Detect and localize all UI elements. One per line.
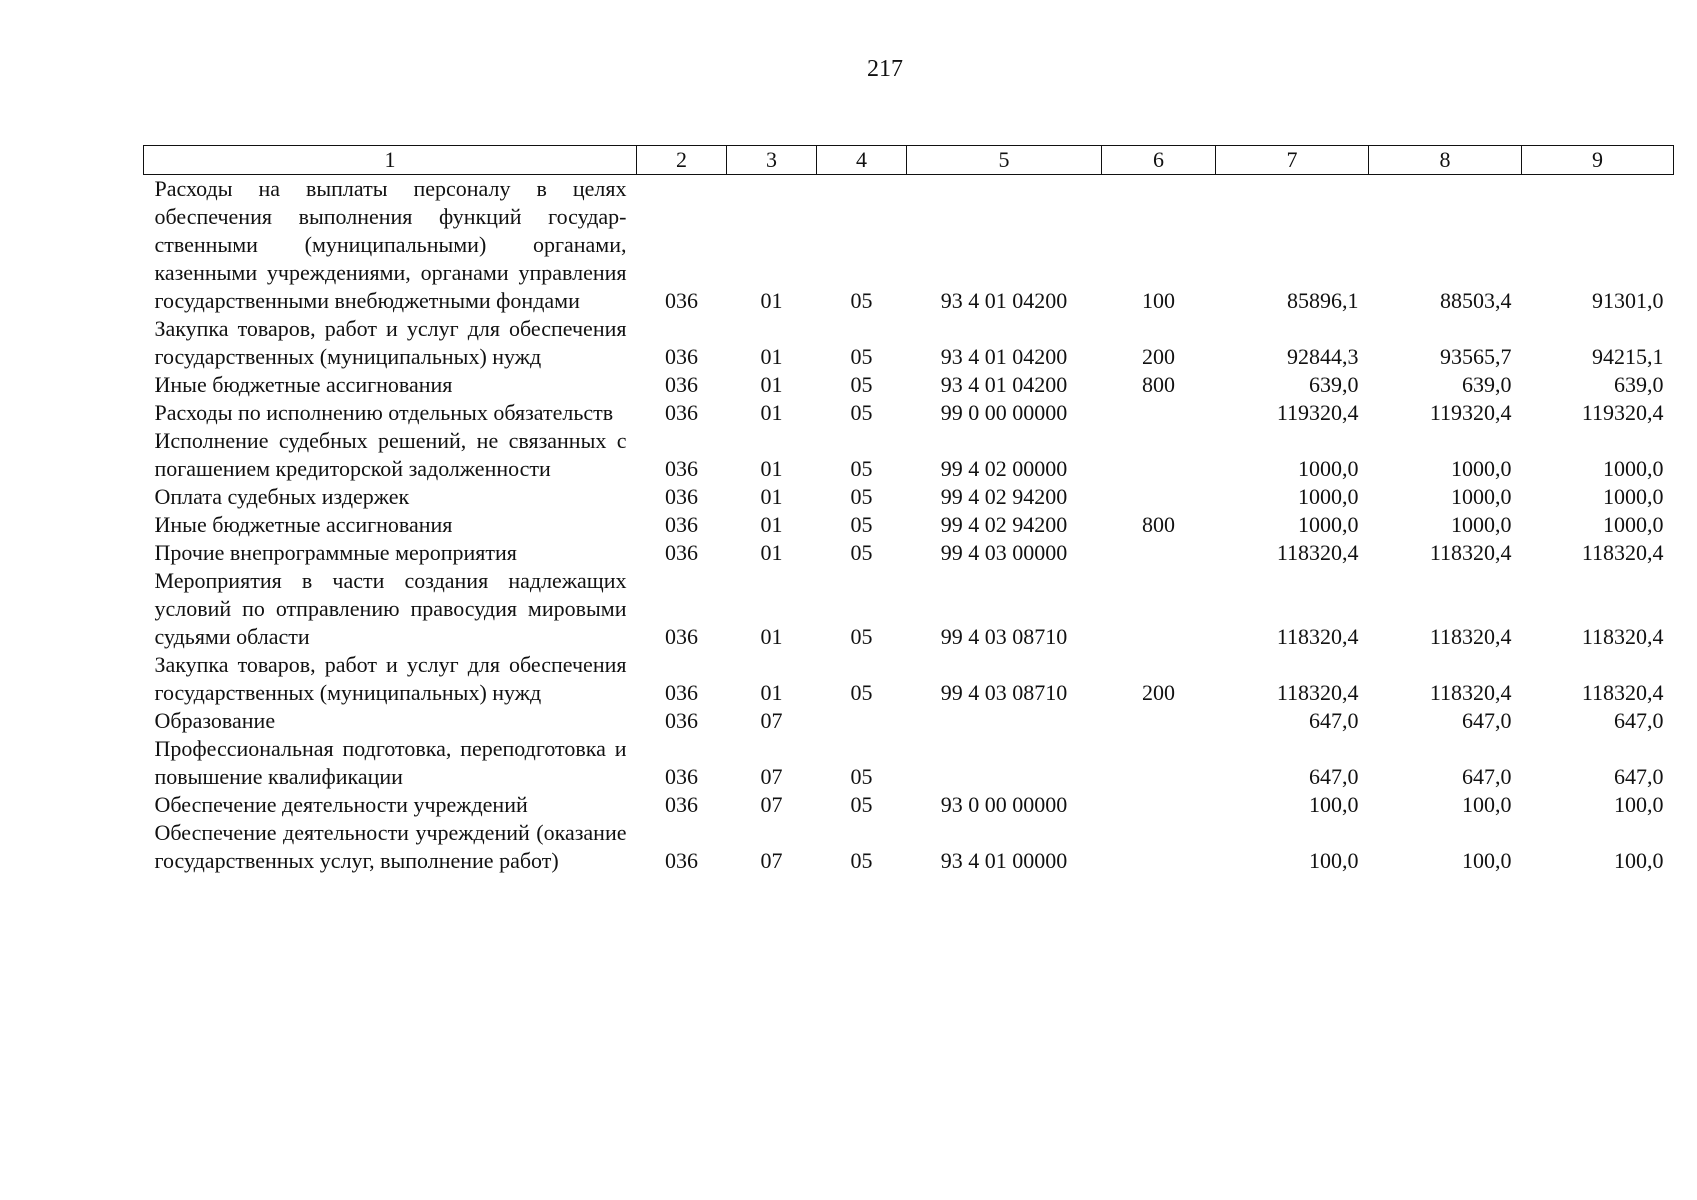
section-code: 01 xyxy=(760,288,783,313)
target-article: 93 4 01 00000 xyxy=(940,848,1068,873)
section-code: 01 xyxy=(760,624,783,649)
amount-year-1: 118320,4 xyxy=(1276,680,1359,705)
row-name: Иные бюджетные ассигнования xyxy=(154,512,453,537)
amount-year-2: 119320,4 xyxy=(1429,400,1512,425)
subsection-code: 05 xyxy=(850,484,873,509)
target-article: 99 4 03 08710 xyxy=(940,680,1068,705)
amount-year-3: 647,0 xyxy=(1614,708,1664,733)
amount-year-2: 118320,4 xyxy=(1429,540,1512,565)
section-code: 01 xyxy=(760,512,783,537)
header-row xyxy=(144,146,1674,175)
expense-type xyxy=(1102,399,1216,427)
budget-table xyxy=(143,145,1674,875)
amount-year-2: 639,0 xyxy=(1462,372,1512,397)
row-name: Мероприятия в части создания надлежащих условий по отправлению правосудия мировыми судьями области xyxy=(154,568,627,649)
table-row xyxy=(144,791,1674,819)
amount-year-3: 100,0 xyxy=(1614,848,1664,873)
expense-type xyxy=(1102,819,1216,875)
expense-type xyxy=(1102,791,1216,819)
admin-code: 036 xyxy=(665,288,698,313)
table-row xyxy=(144,483,1674,511)
subsection-code: 05 xyxy=(850,372,873,397)
column-header-6: 6 xyxy=(1102,146,1216,175)
section-code: 01 xyxy=(760,540,783,565)
amount-year-1: 1000,0 xyxy=(1298,456,1359,481)
amount-year-1: 92844,3 xyxy=(1287,344,1359,369)
amount-year-1: 85896,1 xyxy=(1287,288,1359,313)
amount-year-2: 647,0 xyxy=(1462,708,1512,733)
section-code: 07 xyxy=(760,764,783,789)
amount-year-2: 100,0 xyxy=(1462,848,1512,873)
amount-year-3: 1000,0 xyxy=(1603,512,1664,537)
page-number: 217 xyxy=(867,56,903,82)
table-row xyxy=(144,707,1674,735)
admin-code: 036 xyxy=(665,484,698,509)
admin-code: 036 xyxy=(665,680,698,705)
amount-year-3: 118320,4 xyxy=(1581,680,1664,705)
target-article: 99 4 02 94200 xyxy=(940,512,1068,537)
amount-year-3: 119320,4 xyxy=(1581,400,1664,425)
admin-code: 036 xyxy=(665,708,698,733)
table-row xyxy=(144,567,1674,651)
expense-type xyxy=(1102,707,1216,735)
table-row xyxy=(144,735,1674,791)
amount-year-3: 94215,1 xyxy=(1592,344,1664,369)
admin-code: 036 xyxy=(665,848,698,873)
column-header-4: 4 xyxy=(817,146,907,175)
amount-year-2: 118320,4 xyxy=(1429,624,1512,649)
amount-year-1: 118320,4 xyxy=(1276,624,1359,649)
amount-year-1: 647,0 xyxy=(1309,708,1359,733)
amount-year-3: 100,0 xyxy=(1614,792,1664,817)
row-name: Иные бюджетные ассигнования xyxy=(154,372,453,397)
table-row xyxy=(144,371,1674,399)
row-name: Исполнение судебных решений, не связанных с погашением кредиторской задолженности xyxy=(154,428,627,481)
expense-type xyxy=(1102,483,1216,511)
amount-year-1: 1000,0 xyxy=(1298,484,1359,509)
row-name: Закупка товаров, работ и услуг для обеспечения государственных (муниципальных) нужд xyxy=(154,316,627,369)
amount-year-1: 639,0 xyxy=(1309,372,1359,397)
expense-type xyxy=(1102,427,1216,483)
target-article xyxy=(907,707,1102,735)
table-row xyxy=(144,175,1674,316)
target-article: 99 4 02 94200 xyxy=(940,484,1068,509)
target-article: 99 4 03 08710 xyxy=(940,624,1068,649)
amount-year-1: 100,0 xyxy=(1309,792,1359,817)
expense-type: 100 xyxy=(1142,288,1175,313)
table-row xyxy=(144,399,1674,427)
table-row xyxy=(144,651,1674,707)
admin-code: 036 xyxy=(665,400,698,425)
column-header-1: 1 xyxy=(144,146,637,175)
section-code: 01 xyxy=(760,456,783,481)
expense-type: 800 xyxy=(1142,512,1175,537)
column-header-2: 2 xyxy=(637,146,727,175)
section-code: 01 xyxy=(760,484,783,509)
subsection-code: 05 xyxy=(850,344,873,369)
admin-code: 036 xyxy=(665,624,698,649)
amount-year-2: 1000,0 xyxy=(1451,456,1512,481)
admin-code: 036 xyxy=(665,344,698,369)
table-header xyxy=(144,146,1674,175)
amount-year-2: 100,0 xyxy=(1462,792,1512,817)
amount-year-1: 1000,0 xyxy=(1298,512,1359,537)
table-body xyxy=(144,175,1674,876)
amount-year-3: 118320,4 xyxy=(1581,624,1664,649)
amount-year-3: 91301,0 xyxy=(1592,288,1664,313)
subsection-code: 05 xyxy=(850,848,873,873)
subsection-code: 05 xyxy=(850,764,873,789)
section-code: 01 xyxy=(760,680,783,705)
row-name: Прочие внепрограммные мероприятия xyxy=(154,540,517,565)
amount-year-2: 1000,0 xyxy=(1451,512,1512,537)
amount-year-1: 100,0 xyxy=(1309,848,1359,873)
row-name: Расходы по исполнению отдельных обязательств xyxy=(154,400,614,425)
section-code: 01 xyxy=(760,372,783,397)
amount-year-3: 639,0 xyxy=(1614,372,1664,397)
expense-type xyxy=(1102,735,1216,791)
section-code: 07 xyxy=(760,848,783,873)
admin-code: 036 xyxy=(665,540,698,565)
table-row xyxy=(144,819,1674,875)
subsection-code: 05 xyxy=(850,680,873,705)
target-article: 93 4 01 04200 xyxy=(940,344,1068,369)
target-article: 99 4 02 00000 xyxy=(940,456,1068,481)
admin-code: 036 xyxy=(665,764,698,789)
row-name: Образование xyxy=(154,708,276,733)
section-code: 01 xyxy=(760,400,783,425)
admin-code: 036 xyxy=(665,456,698,481)
expense-type: 200 xyxy=(1142,344,1175,369)
row-name: Обеспечение деятельности учреждений xyxy=(154,792,528,817)
section-code: 01 xyxy=(760,344,783,369)
column-header-8: 8 xyxy=(1369,146,1522,175)
column-header-9: 9 xyxy=(1522,146,1674,175)
column-header-3: 3 xyxy=(727,146,817,175)
table-row xyxy=(144,511,1674,539)
amount-year-1: 118320,4 xyxy=(1276,540,1359,565)
amount-year-1: 119320,4 xyxy=(1276,400,1359,425)
expense-type xyxy=(1102,567,1216,651)
expense-type: 200 xyxy=(1142,680,1175,705)
subsection-code: 05 xyxy=(850,456,873,481)
amount-year-2: 1000,0 xyxy=(1451,484,1512,509)
amount-year-3: 1000,0 xyxy=(1603,456,1664,481)
target-article xyxy=(907,735,1102,791)
subsection-code: 05 xyxy=(850,400,873,425)
table-row xyxy=(144,539,1674,567)
row-name: Профессиональная подготовка, переподготовка и повышение квалификации xyxy=(154,736,627,789)
admin-code: 036 xyxy=(665,372,698,397)
amount-year-3: 118320,4 xyxy=(1581,540,1664,565)
row-name: Оплата судебных издержек xyxy=(154,484,410,509)
column-header-7: 7 xyxy=(1216,146,1369,175)
subsection-code xyxy=(817,707,907,735)
subsection-code: 05 xyxy=(850,540,873,565)
target-article: 93 4 01 04200 xyxy=(940,288,1068,313)
admin-code: 036 xyxy=(665,512,698,537)
table-row xyxy=(144,427,1674,483)
target-article: 99 0 00 00000 xyxy=(940,400,1068,425)
expense-type: 800 xyxy=(1142,372,1175,397)
subsection-code: 05 xyxy=(850,792,873,817)
amount-year-2: 88503,4 xyxy=(1440,288,1512,313)
amount-year-2: 647,0 xyxy=(1462,764,1512,789)
expense-type xyxy=(1102,539,1216,567)
amount-year-3: 1000,0 xyxy=(1603,484,1664,509)
subsection-code: 05 xyxy=(850,512,873,537)
column-header-5: 5 xyxy=(907,146,1102,175)
target-article: 93 4 01 04200 xyxy=(940,372,1068,397)
amount-year-3: 647,0 xyxy=(1614,764,1664,789)
row-name: Расходы на выплаты персоналу в целях обеспечения выполнения функций государственными (муниципальными) органами, казенными учреждениями, органами управления государственными внебюджетными фондами xyxy=(154,176,627,313)
admin-code: 036 xyxy=(665,792,698,817)
table-row xyxy=(144,315,1674,371)
amount-year-1: 647,0 xyxy=(1309,764,1359,789)
row-name: Обеспечение деятельности учреждений (оказание государственных услуг, выполнение работ) xyxy=(154,820,627,873)
section-code: 07 xyxy=(760,792,783,817)
amount-year-2: 118320,4 xyxy=(1429,680,1512,705)
target-article: 99 4 03 00000 xyxy=(940,540,1068,565)
section-code: 07 xyxy=(760,708,783,733)
amount-year-2: 93565,7 xyxy=(1440,344,1512,369)
subsection-code: 05 xyxy=(850,624,873,649)
row-name: Закупка товаров, работ и услуг для обеспечения государственных (муниципальных) нужд xyxy=(154,652,627,705)
target-article: 93 0 00 00000 xyxy=(940,792,1068,817)
subsection-code: 05 xyxy=(850,288,873,313)
